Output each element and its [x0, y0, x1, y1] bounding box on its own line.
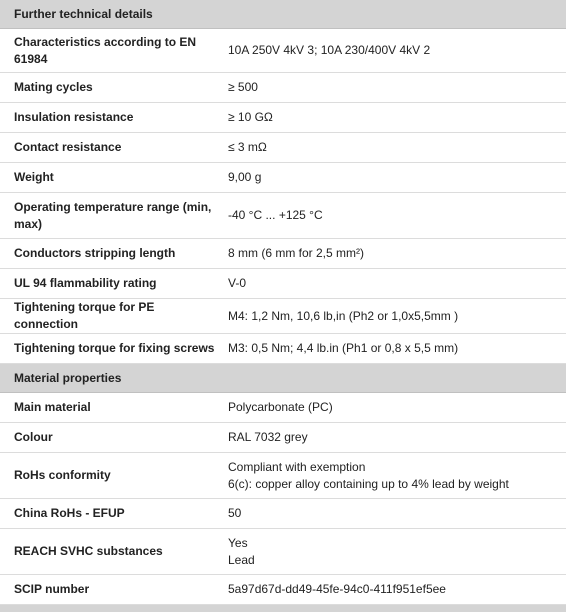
spec-label: China RoHs - EFUP [0, 499, 224, 529]
spec-value: M3: 0,5 Nm; 4,4 lb.in (Ph1 or 0,8 x 5,5 mm) [224, 334, 566, 364]
spec-row-weight [0, 163, 566, 193]
spec-label: Main material [0, 393, 224, 423]
spec-value: RAL 7032 grey [224, 423, 566, 453]
spec-row-torque-fixing [0, 334, 566, 364]
spec-label: RoHs conformity [0, 453, 224, 499]
spec-value: 8 mm (6 mm for 2,5 mm²) [224, 239, 566, 269]
next-section-edge [0, 605, 566, 612]
spec-row-contact-resistance [0, 133, 566, 163]
spec-value: 10A 250V 4kV 3; 10A 230/400V 4kV 2 [224, 29, 566, 73]
spec-value: ≥ 500 [224, 73, 566, 103]
spec-label: Weight [0, 163, 224, 193]
spec-row-torque-pe [0, 299, 566, 334]
spec-row-insulation-resistance [0, 103, 566, 133]
section-title: Further technical details [0, 0, 566, 29]
spec-label: Tightening torque for PE connection [0, 299, 224, 334]
spec-label: REACH SVHC substances [0, 529, 224, 575]
spec-label: Conductors stripping length [0, 239, 224, 269]
spec-value: 5a97d67d-dd49-45fe-94c0-411f951ef5ee [224, 575, 566, 605]
spec-value: Polycarbonate (PC) [224, 393, 566, 423]
spec-label: Contact resistance [0, 133, 224, 163]
spec-label: UL 94 flammability rating [0, 269, 224, 299]
spec-row-reach-svhc [0, 529, 566, 575]
spec-value: M4: 1,2 Nm, 10,6 lb,in (Ph2 or 1,0x5,5mm ) [224, 299, 566, 334]
spec-label: Tightening torque for fixing screws [0, 334, 224, 364]
section-header-material-properties [0, 364, 566, 393]
spec-row-scip-number [0, 575, 566, 605]
spec-row-rohs-conformity [0, 453, 566, 499]
spec-row-mating-cycles [0, 73, 566, 103]
spec-label: Mating cycles [0, 73, 224, 103]
spec-value: -40 °C ... +125 °C [224, 193, 566, 239]
spec-row-main-material [0, 393, 566, 423]
spec-value: 50 [224, 499, 566, 529]
spec-row-stripping-length [0, 239, 566, 269]
spec-value: Yes Lead [224, 529, 566, 575]
spec-row-colour [0, 423, 566, 453]
spec-row-en-61984 [0, 29, 566, 73]
spec-label: Colour [0, 423, 224, 453]
spec-row-operating-temperature [0, 193, 566, 239]
spec-value: ≤ 3 mΩ [224, 133, 566, 163]
spec-value: 9,00 g [224, 163, 566, 193]
spec-label: Insulation resistance [0, 103, 224, 133]
spec-value: ≥ 10 GΩ [224, 103, 566, 133]
section-title: Material properties [0, 364, 566, 393]
spec-value: V-0 [224, 269, 566, 299]
spec-row-china-rohs [0, 499, 566, 529]
section-header-further-technical-details [0, 0, 566, 29]
spec-value: Compliant with exemption 6(c): copper alloy containing up to 4% lead by weight [224, 453, 566, 499]
spec-row-ul94-rating [0, 269, 566, 299]
spec-label: Operating temperature range (min, max) [0, 193, 224, 239]
spec-label: SCIP number [0, 575, 224, 605]
spec-label: Characteristics according to EN 61984 [0, 29, 224, 73]
